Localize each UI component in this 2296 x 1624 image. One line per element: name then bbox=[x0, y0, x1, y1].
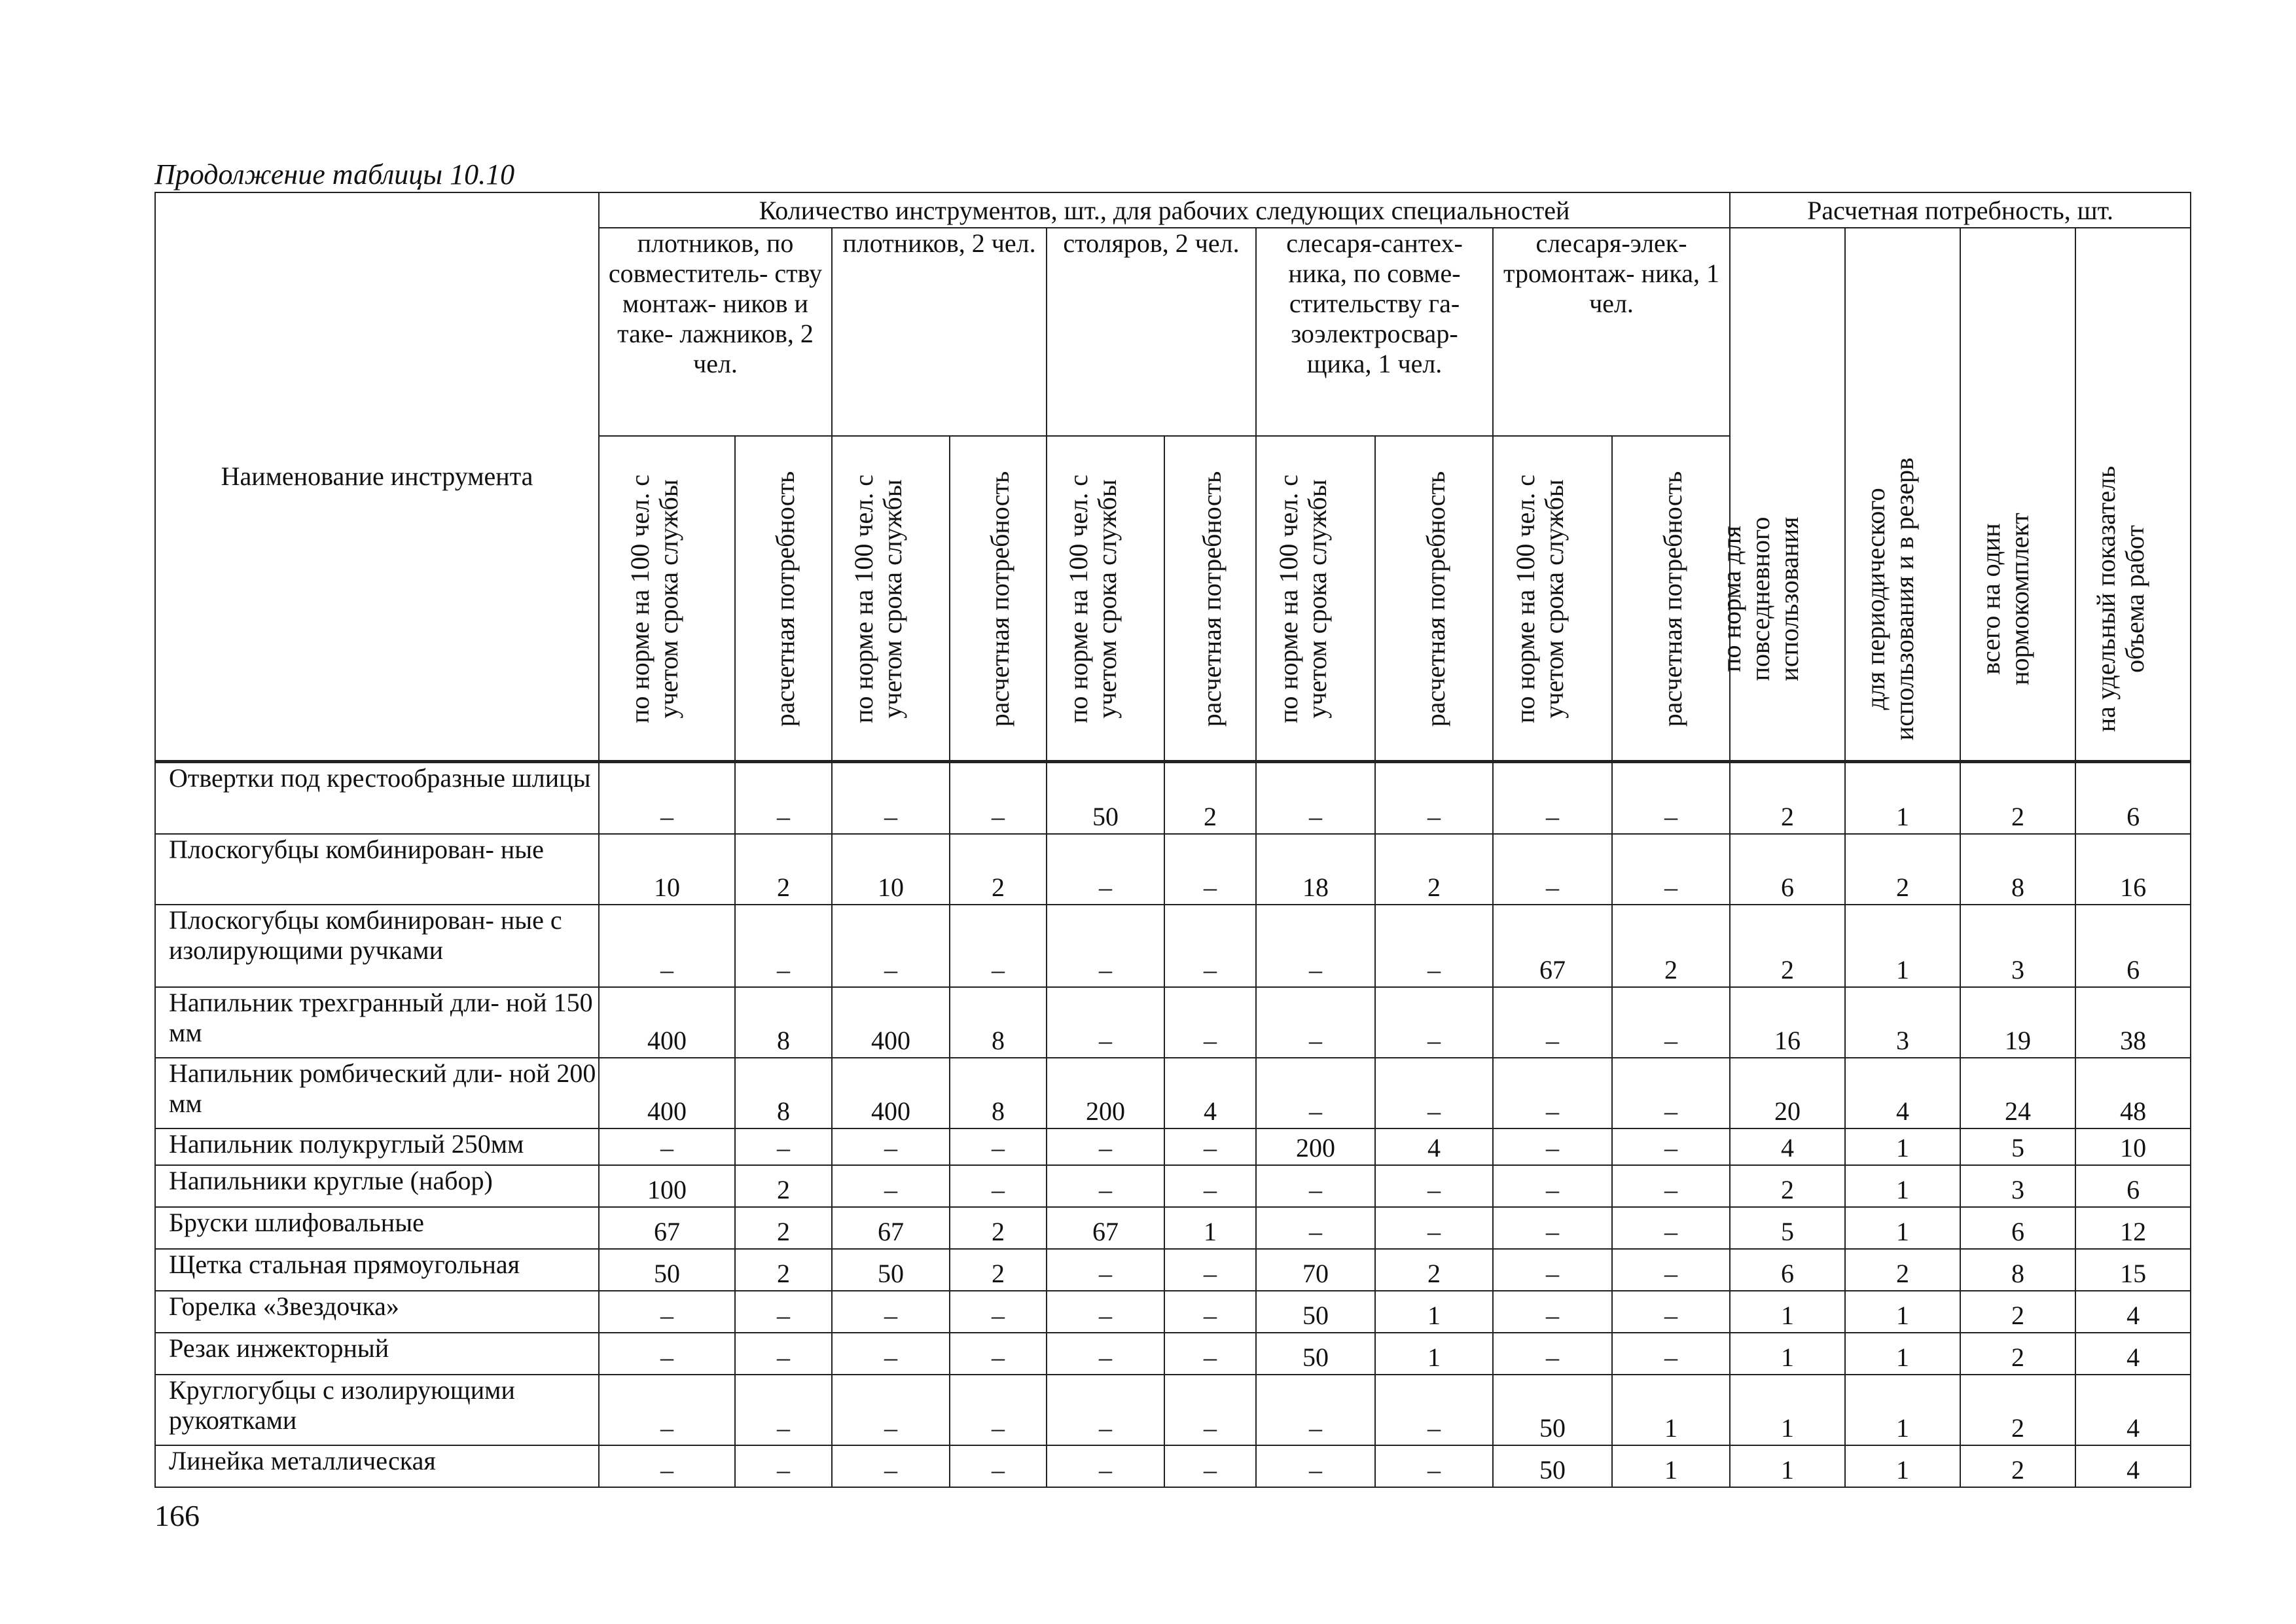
value-cell: 4 bbox=[2075, 1445, 2191, 1487]
value-cell: 2 bbox=[1960, 1445, 2075, 1487]
value-cell: 67 bbox=[832, 1207, 950, 1249]
value-cell: 1 bbox=[1730, 1333, 1845, 1375]
value-cell: – bbox=[1256, 1058, 1375, 1128]
value-cell: 50 bbox=[832, 1249, 950, 1291]
table-row bbox=[155, 1291, 2191, 1333]
table-row bbox=[155, 834, 2191, 905]
calc-col-header: на удельный показатель объема работ bbox=[2075, 228, 2191, 762]
value-cell: – bbox=[1164, 1128, 1256, 1165]
value-cell: – bbox=[735, 1291, 832, 1333]
value-cell: – bbox=[1375, 987, 1493, 1058]
value-cell: – bbox=[1375, 1375, 1493, 1445]
value-cell: – bbox=[1164, 1249, 1256, 1291]
value-cell: – bbox=[1612, 1249, 1730, 1291]
sub-header-norm: по норме на 100 чел. с учетом срока службы bbox=[832, 436, 950, 762]
value-cell: – bbox=[1493, 987, 1612, 1058]
value-cell: 4 bbox=[1730, 1128, 1845, 1165]
value-cell: – bbox=[1047, 1249, 1164, 1291]
value-cell: 67 bbox=[1493, 905, 1612, 987]
value-cell: – bbox=[832, 1333, 950, 1375]
value-cell: 2 bbox=[1730, 1165, 1845, 1207]
sub-header-norm: по норме на 100 чел. с учетом срока службы bbox=[599, 436, 735, 762]
value-cell: 2 bbox=[1730, 905, 1845, 987]
value-cell: – bbox=[950, 762, 1047, 834]
value-cell: 8 bbox=[735, 987, 832, 1058]
sub-header-calc: расчетная потребность bbox=[1164, 436, 1256, 762]
value-cell: – bbox=[1256, 905, 1375, 987]
value-cell: 1 bbox=[1375, 1333, 1493, 1375]
value-cell: 400 bbox=[599, 1058, 735, 1128]
value-cell: – bbox=[1256, 762, 1375, 834]
value-cell: 6 bbox=[1730, 1249, 1845, 1291]
value-cell: 1 bbox=[1845, 1128, 1960, 1165]
sub-header-calc: расчетная потребность bbox=[735, 436, 832, 762]
value-cell: 16 bbox=[2075, 834, 2191, 905]
value-cell: – bbox=[1493, 762, 1612, 834]
tool-name: Напильники круглые (набор) bbox=[155, 1165, 599, 1207]
value-cell: – bbox=[1493, 1249, 1612, 1291]
value-cell: 4 bbox=[1164, 1058, 1256, 1128]
value-cell: 6 bbox=[1730, 834, 1845, 905]
value-cell: – bbox=[735, 1128, 832, 1165]
tool-name: Отвертки под крестообразные шлицы bbox=[155, 762, 599, 834]
value-cell: 6 bbox=[2075, 905, 2191, 987]
value-cell: – bbox=[1256, 1375, 1375, 1445]
name-column-header: Наименование инструмента bbox=[155, 192, 599, 762]
value-cell: – bbox=[1612, 762, 1730, 834]
value-cell: – bbox=[1493, 1058, 1612, 1128]
table-row bbox=[155, 1128, 2191, 1165]
value-cell: – bbox=[832, 1375, 950, 1445]
specialty-header: плотников, 2 чел. bbox=[832, 228, 1047, 436]
value-cell: – bbox=[599, 1375, 735, 1445]
table-row bbox=[155, 905, 2191, 987]
value-cell: – bbox=[1375, 1058, 1493, 1128]
value-cell: 67 bbox=[1047, 1207, 1164, 1249]
table-row bbox=[155, 1445, 2191, 1487]
value-cell: 1 bbox=[1845, 762, 1960, 834]
value-cell: – bbox=[1493, 1128, 1612, 1165]
value-cell: – bbox=[1047, 834, 1164, 905]
value-cell: – bbox=[599, 905, 735, 987]
sub-header-norm: по норме на 100 чел. с учетом срока службы bbox=[1493, 436, 1612, 762]
value-cell: 6 bbox=[1960, 1207, 2075, 1249]
value-cell: – bbox=[832, 1128, 950, 1165]
table-row bbox=[155, 987, 2191, 1058]
value-cell: 2 bbox=[1730, 762, 1845, 834]
table-row bbox=[155, 762, 2191, 834]
quantity-group-header: Количество инструментов, шт., для рабочих следующих специальностей bbox=[599, 192, 1730, 228]
value-cell: – bbox=[735, 1445, 832, 1487]
value-cell: 2 bbox=[1960, 1333, 2075, 1375]
value-cell: – bbox=[832, 1291, 950, 1333]
value-cell: 3 bbox=[1845, 987, 1960, 1058]
tool-name: Плоскогубцы комбинирован- ные bbox=[155, 834, 599, 905]
value-cell: – bbox=[1493, 834, 1612, 905]
tool-name: Напильник ромбический дли- ной 200 мм bbox=[155, 1058, 599, 1128]
value-cell: 70 bbox=[1256, 1249, 1375, 1291]
value-cell: 67 bbox=[599, 1207, 735, 1249]
value-cell: – bbox=[832, 1165, 950, 1207]
value-cell: 19 bbox=[1960, 987, 2075, 1058]
value-cell: – bbox=[1612, 834, 1730, 905]
value-cell: – bbox=[1047, 987, 1164, 1058]
tools-table bbox=[154, 192, 2191, 1488]
value-cell: – bbox=[599, 762, 735, 834]
value-cell: 200 bbox=[1047, 1058, 1164, 1128]
calc-col-header: для периодического использования и в резерв bbox=[1845, 228, 1960, 762]
value-cell: 1 bbox=[1730, 1445, 1845, 1487]
tool-name: Резак инжекторный bbox=[155, 1333, 599, 1375]
value-cell: 1 bbox=[1845, 1165, 1960, 1207]
value-cell: 10 bbox=[832, 834, 950, 905]
table-row bbox=[155, 1333, 2191, 1375]
value-cell: 10 bbox=[599, 834, 735, 905]
value-cell: 2 bbox=[1960, 1375, 2075, 1445]
value-cell: 12 bbox=[2075, 1207, 2191, 1249]
value-cell: – bbox=[1047, 1165, 1164, 1207]
value-cell: 50 bbox=[1256, 1333, 1375, 1375]
sub-header-calc: расчетная потребность bbox=[1612, 436, 1730, 762]
sub-header-calc: расчетная потребность bbox=[950, 436, 1047, 762]
tool-name: Напильник трехгранный дли- ной 150 мм bbox=[155, 987, 599, 1058]
value-cell: 8 bbox=[1960, 834, 2075, 905]
value-cell: – bbox=[1164, 1333, 1256, 1375]
value-cell: 400 bbox=[832, 987, 950, 1058]
tool-name: Горелка «Звездочка» bbox=[155, 1291, 599, 1333]
calc-group-header: Расчетная потребность, шт. bbox=[1730, 192, 2191, 228]
specialty-header: слесаря-элек- тромонтаж- ника, 1 чел. bbox=[1493, 228, 1730, 436]
value-cell: 1 bbox=[1612, 1445, 1730, 1487]
sub-header-calc: расчетная потребность bbox=[1375, 436, 1493, 762]
value-cell: 2 bbox=[735, 834, 832, 905]
value-cell: 2 bbox=[950, 834, 1047, 905]
value-cell: – bbox=[1256, 1165, 1375, 1207]
value-cell: 2 bbox=[735, 1165, 832, 1207]
value-cell: – bbox=[1256, 987, 1375, 1058]
value-cell: – bbox=[1164, 1165, 1256, 1207]
value-cell: – bbox=[1493, 1291, 1612, 1333]
value-cell: – bbox=[1047, 1128, 1164, 1165]
value-cell: – bbox=[950, 1333, 1047, 1375]
value-cell: – bbox=[1375, 762, 1493, 834]
value-cell: 50 bbox=[1047, 762, 1164, 834]
value-cell: – bbox=[832, 762, 950, 834]
specialty-header: слесаря-сантех- ника, по совме- стительству га- зоэлектросвар- щика, 1 чел. bbox=[1256, 228, 1493, 436]
tool-name: Плоскогубцы комбинирован- ные с изолирующими ручками bbox=[155, 905, 599, 987]
value-cell: 2 bbox=[1375, 834, 1493, 905]
value-cell: – bbox=[1612, 1128, 1730, 1165]
value-cell: 8 bbox=[950, 1058, 1047, 1128]
value-cell: – bbox=[1256, 1445, 1375, 1487]
value-cell: – bbox=[832, 905, 950, 987]
value-cell: 50 bbox=[1493, 1375, 1612, 1445]
value-cell: – bbox=[1164, 834, 1256, 905]
value-cell: – bbox=[735, 1375, 832, 1445]
value-cell: – bbox=[1612, 1058, 1730, 1128]
value-cell: 1 bbox=[1164, 1207, 1256, 1249]
value-cell: 4 bbox=[2075, 1291, 2191, 1333]
value-cell: – bbox=[1164, 1445, 1256, 1487]
table-row bbox=[155, 1375, 2191, 1445]
value-cell: – bbox=[950, 1291, 1047, 1333]
value-cell: 1 bbox=[1375, 1291, 1493, 1333]
value-cell: – bbox=[1375, 1445, 1493, 1487]
value-cell: 4 bbox=[1845, 1058, 1960, 1128]
value-cell: – bbox=[1375, 1165, 1493, 1207]
value-cell: – bbox=[950, 1445, 1047, 1487]
value-cell: 1 bbox=[1845, 1291, 1960, 1333]
value-cell: 1 bbox=[1730, 1291, 1845, 1333]
value-cell: 5 bbox=[1960, 1128, 2075, 1165]
value-cell: 100 bbox=[599, 1165, 735, 1207]
value-cell: – bbox=[1612, 1333, 1730, 1375]
value-cell: – bbox=[950, 1165, 1047, 1207]
value-cell: 2 bbox=[1375, 1249, 1493, 1291]
value-cell: – bbox=[1612, 1291, 1730, 1333]
table-row bbox=[155, 1058, 2191, 1128]
value-cell: – bbox=[1493, 1165, 1612, 1207]
value-cell: 400 bbox=[832, 1058, 950, 1128]
value-cell: 2 bbox=[1960, 1291, 2075, 1333]
value-cell: 38 bbox=[2075, 987, 2191, 1058]
value-cell: 50 bbox=[1256, 1291, 1375, 1333]
tool-name: Бруски шлифовальные bbox=[155, 1207, 599, 1249]
tool-name: Круглогубцы с изолирующими рукоятками bbox=[155, 1375, 599, 1445]
table-caption: Продолжение таблицы 10.10 bbox=[154, 158, 515, 190]
value-cell: – bbox=[599, 1333, 735, 1375]
calc-col-header: по норма для повседневного использования bbox=[1730, 228, 1845, 762]
value-cell: 1 bbox=[1730, 1375, 1845, 1445]
value-cell: 6 bbox=[2075, 762, 2191, 834]
value-cell: 5 bbox=[1730, 1207, 1845, 1249]
value-cell: – bbox=[1375, 1207, 1493, 1249]
value-cell: 24 bbox=[1960, 1058, 2075, 1128]
value-cell: – bbox=[950, 1375, 1047, 1445]
value-cell: 1 bbox=[1845, 1333, 1960, 1375]
value-cell: 8 bbox=[950, 987, 1047, 1058]
table-row bbox=[155, 1249, 2191, 1291]
value-cell: 1 bbox=[1845, 905, 1960, 987]
value-cell: 1 bbox=[1845, 1445, 1960, 1487]
value-cell: – bbox=[1256, 1207, 1375, 1249]
sub-header-norm: по норме на 100 чел. с учетом срока службы bbox=[1256, 436, 1375, 762]
value-cell: 2 bbox=[1845, 834, 1960, 905]
value-cell: 6 bbox=[2075, 1165, 2191, 1207]
value-cell: 1 bbox=[1612, 1375, 1730, 1445]
value-cell: – bbox=[1164, 1375, 1256, 1445]
value-cell: – bbox=[1047, 1375, 1164, 1445]
value-cell: 3 bbox=[1960, 905, 2075, 987]
value-cell: 1 bbox=[1845, 1375, 1960, 1445]
value-cell: 400 bbox=[599, 987, 735, 1058]
value-cell: 2 bbox=[735, 1249, 832, 1291]
tool-name: Напильник полукруглый 250мм bbox=[155, 1128, 599, 1165]
value-cell: 3 bbox=[1960, 1165, 2075, 1207]
value-cell: – bbox=[950, 1128, 1047, 1165]
value-cell: – bbox=[1612, 1165, 1730, 1207]
value-cell: – bbox=[1047, 905, 1164, 987]
table-row bbox=[155, 1165, 2191, 1207]
value-cell: 20 bbox=[1730, 1058, 1845, 1128]
value-cell: – bbox=[950, 905, 1047, 987]
value-cell: – bbox=[735, 762, 832, 834]
value-cell: 2 bbox=[1612, 905, 1730, 987]
value-cell: 200 bbox=[1256, 1128, 1375, 1165]
value-cell: 8 bbox=[735, 1058, 832, 1128]
value-cell: – bbox=[1493, 1207, 1612, 1249]
value-cell: – bbox=[599, 1128, 735, 1165]
value-cell: – bbox=[1047, 1445, 1164, 1487]
value-cell: – bbox=[1164, 905, 1256, 987]
value-cell: 16 bbox=[1730, 987, 1845, 1058]
value-cell: – bbox=[1612, 987, 1730, 1058]
value-cell: – bbox=[1612, 1207, 1730, 1249]
sub-header-norm: по норме на 100 чел. с учетом срока службы bbox=[1047, 436, 1164, 762]
value-cell: 2 bbox=[950, 1207, 1047, 1249]
value-cell: 15 bbox=[2075, 1249, 2191, 1291]
page-number: 166 bbox=[154, 1499, 200, 1532]
value-cell: – bbox=[1047, 1333, 1164, 1375]
value-cell: – bbox=[1164, 1291, 1256, 1333]
specialty-header: столяров, 2 чел. bbox=[1047, 228, 1256, 436]
value-cell: 2 bbox=[1960, 762, 2075, 834]
value-cell: 2 bbox=[1164, 762, 1256, 834]
value-cell: 4 bbox=[1375, 1128, 1493, 1165]
value-cell: 48 bbox=[2075, 1058, 2191, 1128]
value-cell: 50 bbox=[599, 1249, 735, 1291]
value-cell: – bbox=[599, 1291, 735, 1333]
tool-name: Щетка стальная прямоугольная bbox=[155, 1249, 599, 1291]
value-cell: – bbox=[1493, 1333, 1612, 1375]
value-cell: 18 bbox=[1256, 834, 1375, 905]
value-cell: 2 bbox=[950, 1249, 1047, 1291]
value-cell: 2 bbox=[1845, 1249, 1960, 1291]
value-cell: – bbox=[1375, 905, 1493, 987]
value-cell: 4 bbox=[2075, 1375, 2191, 1445]
value-cell: 10 bbox=[2075, 1128, 2191, 1165]
tool-name: Линейка металлическая bbox=[155, 1445, 599, 1487]
specialty-header: плотников, по совместитель- ству монтаж- ников и таке- лажников, 2 чел. bbox=[599, 228, 832, 436]
value-cell: 2 bbox=[735, 1207, 832, 1249]
value-cell: – bbox=[735, 905, 832, 987]
value-cell: – bbox=[735, 1333, 832, 1375]
value-cell: – bbox=[832, 1445, 950, 1487]
calc-col-header: всего на один нормокомплект bbox=[1960, 228, 2075, 762]
value-cell: – bbox=[1164, 987, 1256, 1058]
table-row bbox=[155, 1207, 2191, 1249]
value-cell: 4 bbox=[2075, 1333, 2191, 1375]
value-cell: 8 bbox=[1960, 1249, 2075, 1291]
value-cell: – bbox=[599, 1445, 735, 1487]
value-cell: – bbox=[1047, 1291, 1164, 1333]
value-cell: 50 bbox=[1493, 1445, 1612, 1487]
value-cell: 1 bbox=[1845, 1207, 1960, 1249]
